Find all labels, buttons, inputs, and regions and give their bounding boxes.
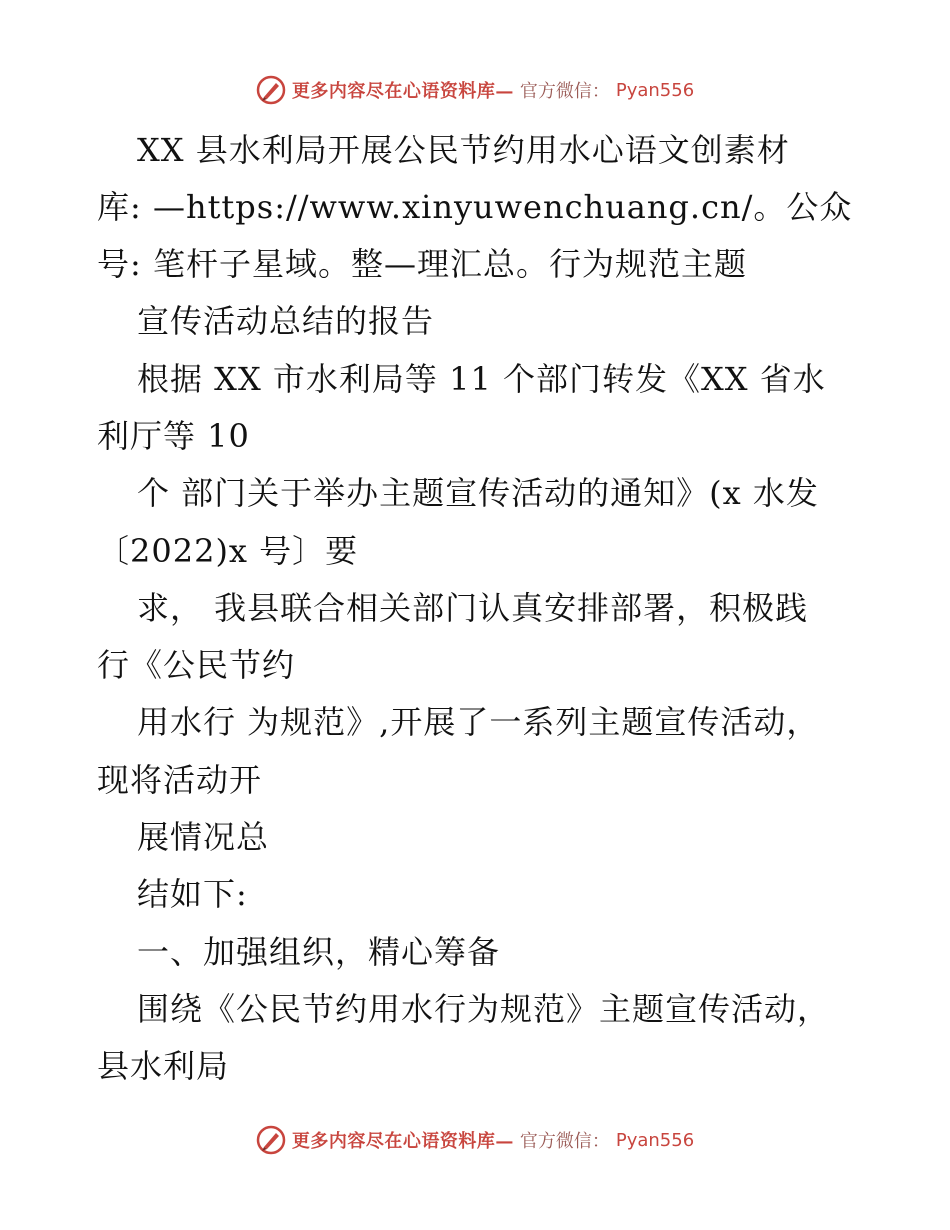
body-line: 求， 我县联合相关部门认真安排部署，积极践 — [137, 589, 809, 627]
body-line: 利厅等 10 — [97, 417, 250, 455]
watermark-wechat-id: Pyan556 — [615, 1129, 695, 1151]
feather-pen-logo-icon — [256, 75, 286, 105]
feather-pen-logo-icon — [256, 1125, 286, 1155]
body-line: 号: 笔杆子星域。整—理汇总。行为规范主题 — [97, 245, 747, 283]
watermark-sub-text: 官方微信： — [519, 81, 610, 102]
body-line: 展情况总 — [137, 818, 270, 856]
header-watermark — [0, 70, 950, 110]
body-line: 宣传活动总结的报告 — [137, 302, 435, 340]
body-line: XX 县水利局开展公民节约用水心语文创素材 — [137, 131, 790, 169]
watermark-main-text: 更多内容尽在心语资料库— — [291, 1131, 514, 1152]
body-line: 用水行 为规范》,开展了一系列主题宣传活动， — [137, 703, 820, 741]
body-line: 结如下: — [137, 875, 248, 913]
watermark-wechat-id: Pyan556 — [615, 79, 695, 101]
body-line: 现将活动开 — [97, 761, 263, 799]
body-line: 县水利局 — [97, 1047, 230, 1085]
watermark-main-text: 更多内容尽在心语资料库— — [291, 81, 514, 102]
body-line: 库: —https://www.xinyuwenchuang.cn/。公众 — [97, 188, 853, 226]
section-heading: 一、加强组织，精心筹备 — [137, 933, 501, 971]
body-line: 根据 XX 市水利局等 11 个部门转发《XX 省水 — [137, 360, 826, 398]
body-line: 围绕《公民节约用水行为规范》主题宣传活动， — [137, 990, 831, 1028]
body-line: 行《公民节约 — [97, 646, 296, 684]
footer-watermark — [0, 1120, 950, 1160]
watermark-sub-text: 官方微信： — [519, 1131, 610, 1152]
body-line: 〔2022)x 号〕要 — [97, 532, 359, 570]
body-line: 个 部门关于举办主题宣传活动的通知》(x 水发 — [137, 474, 819, 512]
